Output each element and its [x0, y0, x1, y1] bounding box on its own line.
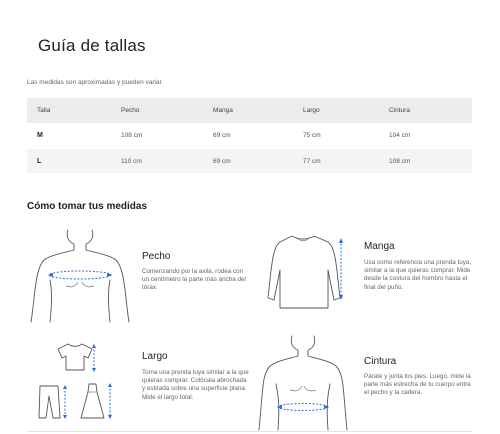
pecho-cell: 108 cm: [121, 123, 213, 147]
sleeve-measure-illustration: [262, 234, 348, 312]
table-row: [27, 149, 472, 173]
cintura-cell: 104 cm: [389, 123, 472, 147]
cintura-description: Párate y junta los pies. Luego, mide la parte más estrecha de tu cuerpo entre el pecho y la cadera.: [364, 373, 471, 397]
size-cell: L: [27, 149, 121, 173]
table-header-row: [27, 98, 472, 123]
chest-measure-illustration: [28, 228, 132, 322]
largo-cell: 77 cm: [303, 149, 389, 173]
size-disclaimer: Las medidas son aproximadas y pueden variar.: [27, 79, 164, 86]
manga-title: Manga: [364, 241, 395, 252]
header-manga: Manga: [213, 98, 303, 123]
manga-description: Usa como referencia una prenda tuya, similar a la que quieras comprar. Mide desde la costura del hombro hasta el final del puño.: [364, 259, 472, 291]
cintura-cell: 108 cm: [389, 149, 472, 173]
pecho-title: Pecho: [142, 251, 171, 262]
page-title: Guía de tallas: [38, 36, 146, 55]
cintura-title: Cintura: [364, 356, 397, 367]
manga-cell: 69 cm: [213, 149, 303, 173]
manga-cell: 69 cm: [213, 123, 303, 147]
header-cintura: Cintura: [389, 98, 472, 123]
how-to-measure-title: Cómo tomar tus medidas: [27, 201, 148, 212]
table-row: [27, 123, 472, 147]
largo-title: Largo: [142, 351, 168, 362]
length-measure-illustration: [34, 340, 124, 424]
size-table: [27, 98, 472, 173]
size-cell: M: [27, 123, 121, 147]
header-pecho: Pecho: [121, 98, 213, 123]
header-largo: Largo: [303, 98, 389, 123]
bottom-divider: [27, 431, 472, 432]
largo-description: Toma una prenda tuya similar a la que quieras comprar. Colócala abrochada y estirada sobre una superficie plana. Mide el largo total.: [142, 369, 249, 401]
header-talla: Talla: [27, 98, 121, 123]
largo-cell: 75 cm: [303, 123, 389, 147]
pecho-cell: 110 cm: [121, 149, 213, 173]
pecho-description: Comenzando por la axila, rodea con un centímetro la parte más ancha del tórax.: [142, 268, 246, 292]
waist-measure-illustration: [256, 334, 350, 430]
